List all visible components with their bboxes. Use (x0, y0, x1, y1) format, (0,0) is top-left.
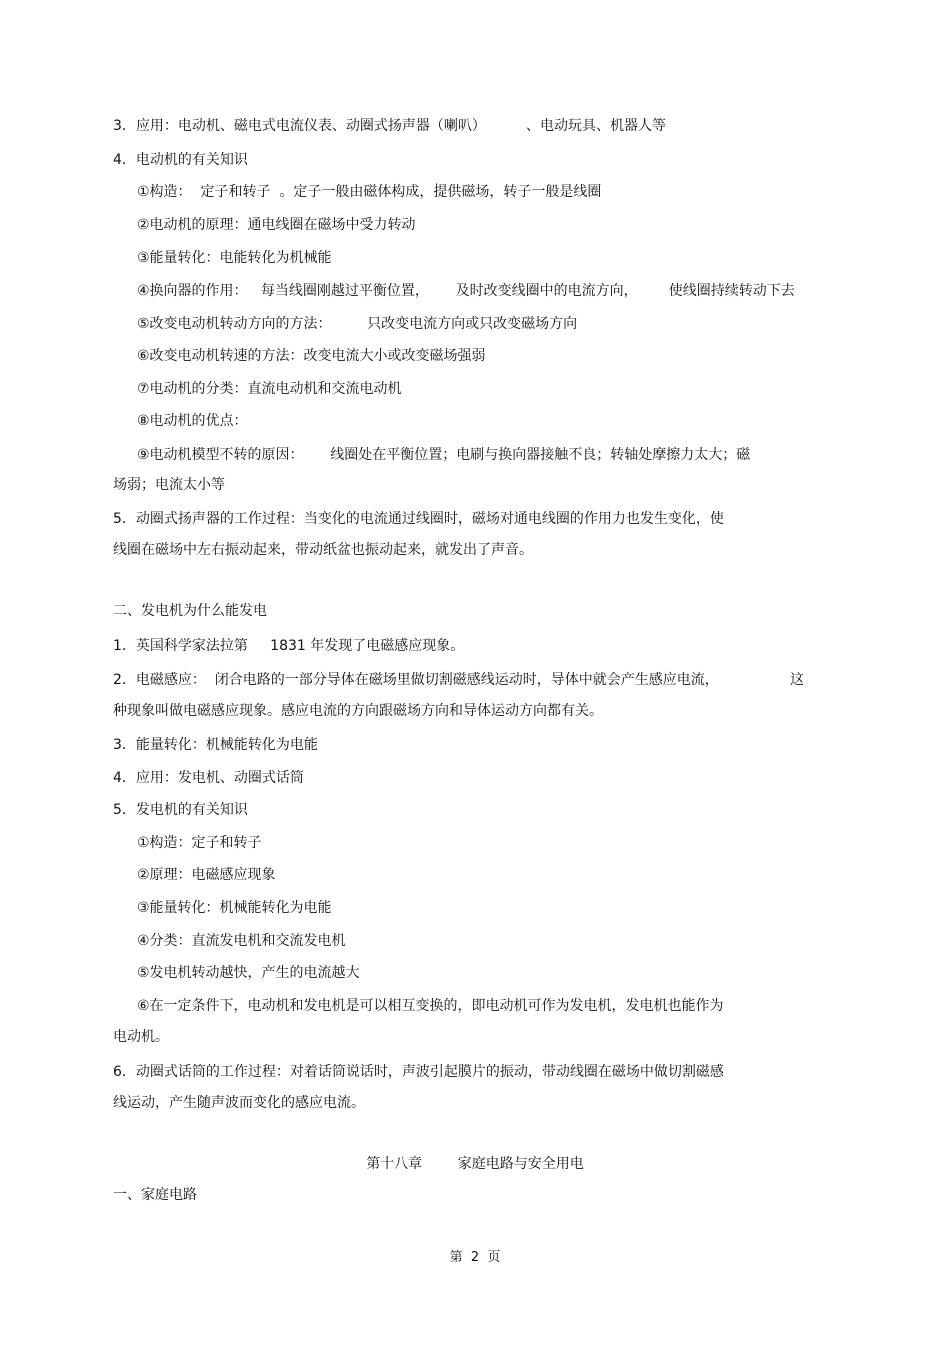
text-line: 4．电动机的有关知识 (113, 152, 248, 168)
text-line: 线圈在磁场中左右振动起来，带动纸盆也振动起来，就发出了声音。 (113, 542, 533, 558)
text-line: ②电动机的原理：通电线圈在磁场中受力转动 (137, 217, 416, 233)
text-line: ②原理：电磁感应现象 (137, 867, 276, 883)
text-line: 场弱；电流太小等 (113, 477, 225, 493)
text-line: ①构造： 定子和转子 。定子一般由磁体构成，提供磁场，转子一般是线圈 (137, 184, 602, 200)
text-line: ⑤发电机转动越快，产生的电流越大 (137, 965, 360, 981)
text-line: 种现象叫做电磁感应现象。感应电流的方向跟磁场方向和导体运动方向都有关。 (113, 703, 603, 719)
text-line: 3．应用：电动机、磁电式电流仪表、动圈式扬声器（喇叭） 、电动玩具、机器人等 (113, 118, 666, 134)
text-line: ①构造：定子和转子 (137, 835, 262, 851)
chapter-title: 第十八章 家庭电路与安全用电 (366, 1156, 584, 1172)
text-line: 6．动圈式话筒的工作过程：对着话筒说话时，声波引起膜片的振动，带动线圈在磁场中做切割磁感 (113, 1064, 724, 1080)
text-line: ⑤改变电动机转动方向的方法： 只改变电流方向或只改变磁场方向 (137, 316, 578, 332)
text-line: ④分类：直流发电机和交流发电机 (137, 933, 346, 949)
section-heading: 二、发电机为什么能发电 (113, 603, 267, 619)
text-line: 5．发电机的有关知识 (113, 802, 248, 818)
text-line: 线运动，产生随声波而变化的感应电流。 (113, 1095, 365, 1111)
text-line: 1．英国科学家法拉第 1831 年发现了电磁感应现象。 (113, 638, 465, 654)
text-line: 3．能量转化：机械能转化为电能 (113, 737, 318, 753)
text-line: ⑦电动机的分类：直流电动机和交流电动机 (137, 381, 402, 397)
text-line: ⑥在一定条件下，电动机和发电机是可以相互变换的，即电动机可作为发电机，发电机也能作为 (137, 998, 724, 1014)
text-line: ③能量转化：机械能转化为电能 (137, 900, 332, 916)
text-line: ③能量转化：电能转化为机械能 (137, 250, 332, 266)
text-line: 电动机。 (113, 1029, 169, 1045)
text-line: ⑨电动机模型不转的原因： 线圈处在平衡位置；电刷与换向器接触不良；转轴处摩擦力太大；磁 (137, 447, 751, 463)
text-line: 2．电磁感应： 闭合电路的一部分导体在磁场里做切割磁感线运动时，导体中就会产生感应电流， 这 (113, 672, 805, 688)
page-number: 第 2 页 (449, 1250, 501, 1265)
text-line: ④换向器的作用： 每当线圈刚越过平衡位置， 及时改变线圈中的电流方向， 使线圈持续转动下去 (137, 283, 795, 299)
text-line: 4．应用：发电机、动圈式话筒 (113, 770, 304, 786)
text-line: ⑥改变电动机转速的方法：改变电流大小或改变磁场强弱 (137, 348, 486, 364)
text-line: ⑧电动机的优点： (137, 413, 248, 429)
text-line: 5．动圈式扬声器的工作过程：当变化的电流通过线圈时，磁场对通电线圈的作用力也发生变化，使 (113, 511, 724, 527)
section-heading: 一、家庭电路 (113, 1187, 197, 1203)
